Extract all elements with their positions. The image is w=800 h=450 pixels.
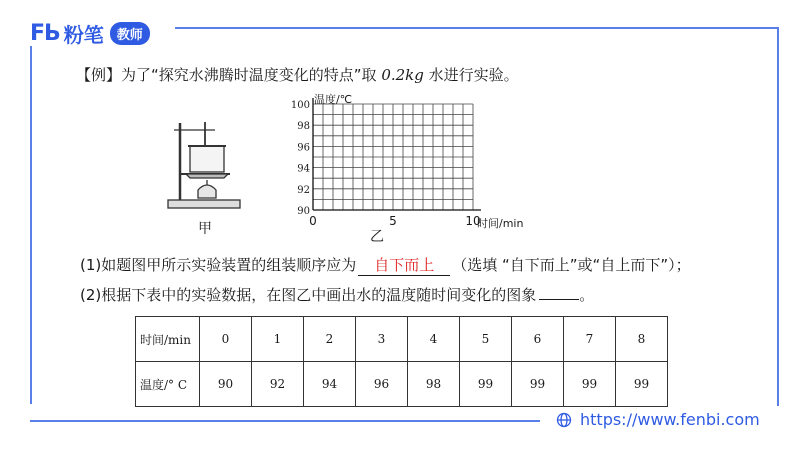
table-row: [136, 317, 668, 362]
footer-link[interactable]: [556, 410, 760, 429]
table-row-header: 时间/min: [136, 317, 200, 362]
frame-top-line: [175, 27, 779, 29]
part2-question: [80, 284, 594, 305]
stand-base: [168, 200, 240, 208]
table-cell: 92: [252, 362, 304, 407]
chart-y-tick-label: 100: [290, 100, 310, 111]
beaker: [190, 146, 224, 172]
chart-x-tick-label: 10: [465, 214, 481, 228]
data-table: [135, 316, 668, 407]
chart-ticks: [291, 100, 481, 228]
table-cell: 3: [356, 317, 408, 362]
table-cell: 2: [304, 317, 356, 362]
chart-x-tick-label: 0: [309, 214, 317, 228]
brand-logo: [30, 20, 150, 46]
table-cell: 99: [616, 362, 668, 407]
chart-y-tick-label: 98: [297, 121, 310, 133]
table-cell: 7: [564, 317, 616, 362]
chart-y-tick-label: 96: [297, 142, 310, 154]
chart-x-axis-label: 时间/min: [477, 217, 524, 230]
part1-answer: 自下而上: [358, 254, 450, 276]
table-cell: 99: [564, 362, 616, 407]
table-cell: 5: [460, 317, 512, 362]
table-row-header: 温度/° C: [136, 362, 200, 407]
table-cell: 4: [408, 317, 460, 362]
frame-right-line: [777, 27, 779, 406]
table-cell: 94: [304, 362, 356, 407]
chart-y-axis-label: 温度/℃: [314, 93, 353, 106]
apparatus-label: 甲: [198, 221, 212, 237]
question-prefix: 【例】为了“探究水沸腾时温度变化的特点”取: [76, 66, 377, 84]
wire-gauze: [186, 174, 228, 178]
part1-question: [80, 254, 691, 276]
part1-options: （选填 “自下而上”或“自上而下”）；: [452, 256, 691, 274]
table-cell: 8: [616, 317, 668, 362]
table-cell: 98: [408, 362, 460, 407]
table-cell: 1: [252, 317, 304, 362]
part1-text: (1)如题图甲所示实验装置的组装顺序应为: [80, 256, 357, 274]
brand-name: 粉笔: [63, 22, 104, 47]
part2-end: 。: [579, 286, 595, 304]
frame-bottom-line: [30, 420, 540, 422]
table-cell: 0: [200, 317, 252, 362]
question-intro: [76, 64, 519, 85]
table-cell: 90: [200, 362, 252, 407]
table-cell: 99: [460, 362, 512, 407]
question-suffix: 水进行实验。: [428, 66, 519, 84]
chart-grid: [313, 104, 473, 210]
logo-mark: FЬ: [30, 20, 60, 46]
chart-label: 乙: [370, 229, 384, 245]
chart-x-tick-label: 5: [389, 214, 397, 228]
table-cell: 96: [356, 362, 408, 407]
table-cell: 99: [512, 362, 564, 407]
table-row: [136, 362, 668, 407]
chart-y-tick-label: 94: [297, 163, 310, 175]
question-mass: 0.2kg: [381, 66, 424, 84]
answer-blank: [539, 299, 579, 300]
chart-y-tick-label: 92: [297, 184, 310, 196]
alcohol-lamp: [198, 185, 216, 198]
brand-badge: 教师: [110, 22, 150, 45]
globe-icon: [556, 412, 572, 428]
table-cell: 6: [512, 317, 564, 362]
footer-url: https://www.fenbi.com: [580, 410, 760, 429]
frame-left-line: [30, 46, 32, 404]
chart-y-tick-label: 90: [297, 206, 310, 217]
part2-text: (2)根据下表中的实验数据，在图乙中画出水的温度随时间变化的图象: [80, 286, 537, 304]
temperature-chart: [283, 92, 553, 242]
